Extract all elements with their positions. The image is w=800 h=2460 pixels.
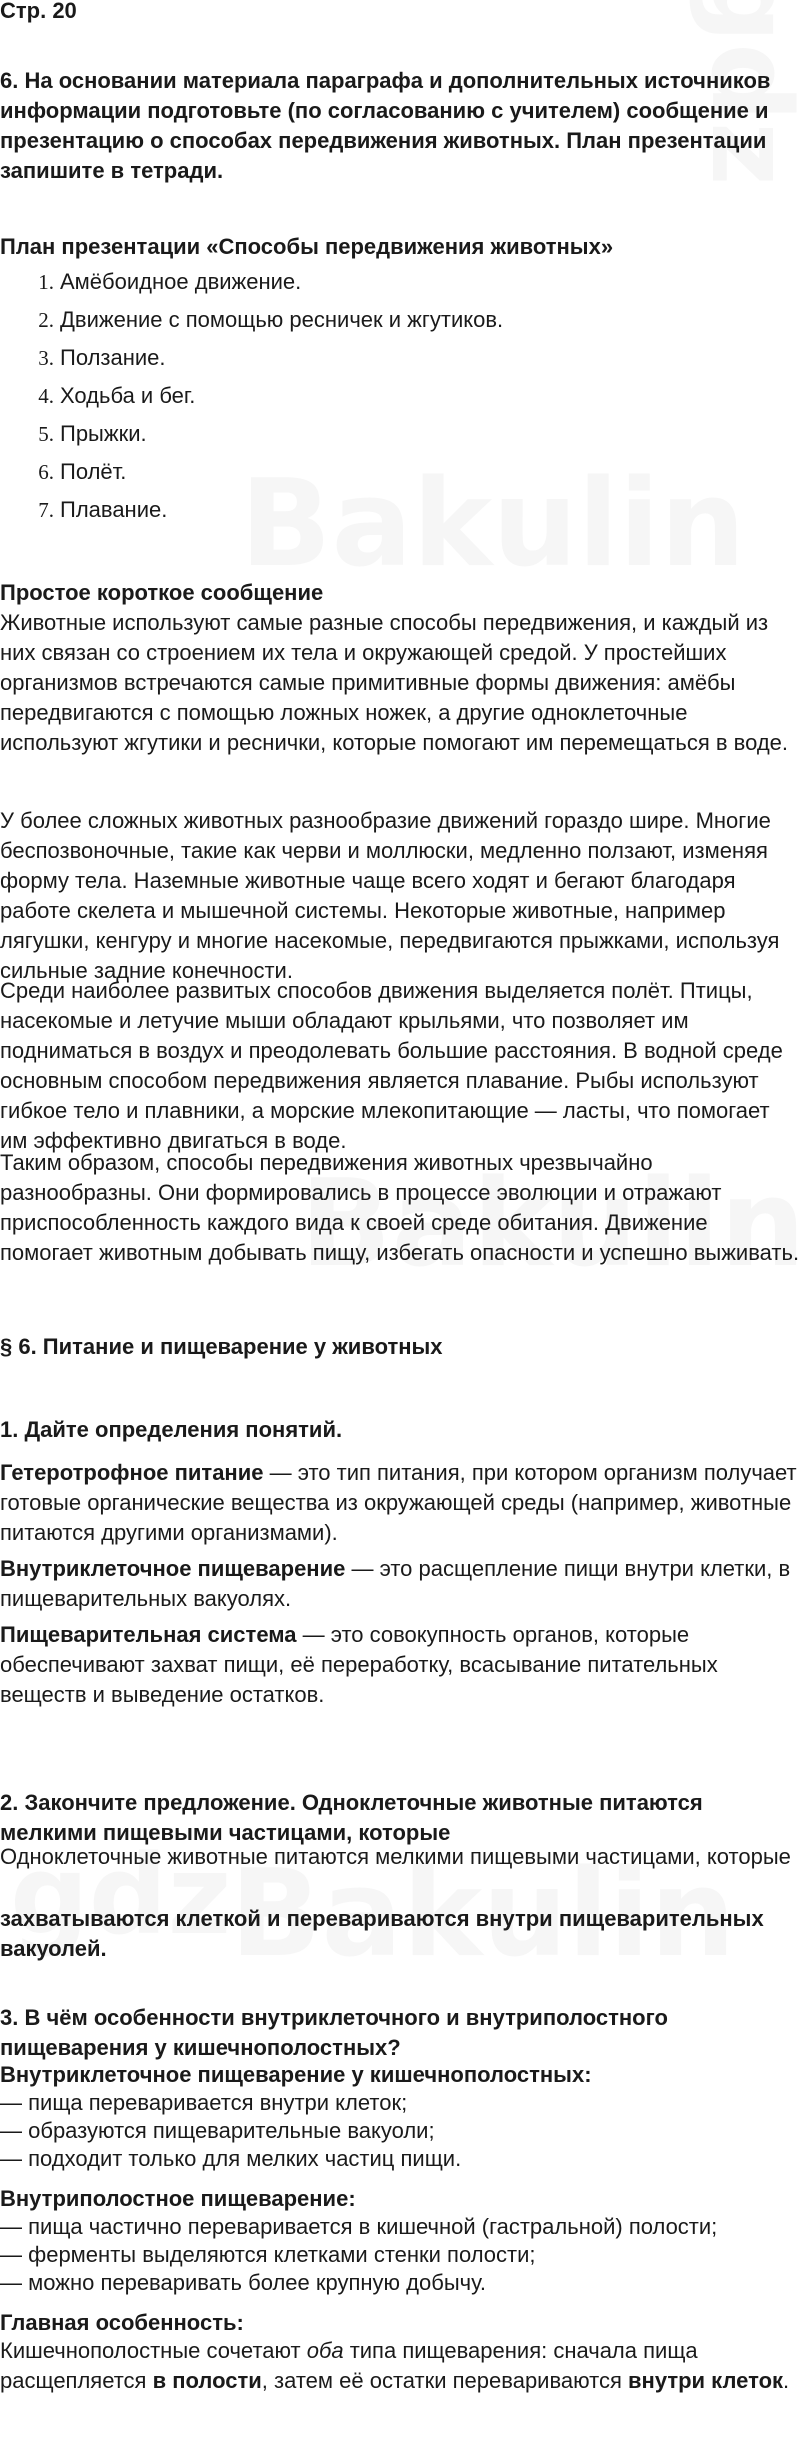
definition-intracellular: Внутриклеточное пищеварение — это расщепление пищи внутри клетки, в пищеварительных вакуолях. bbox=[0, 1556, 791, 1611]
definition-digestive-system: Пищеварительная система — это совокупность органов, которые обеспечивают захват пищи, её переработку, всасывание питательных веществ и выведение остатков. bbox=[0, 1622, 718, 1707]
list-item: — пища частично переваривается в кишечной (гастральной) полости; bbox=[0, 2214, 718, 2239]
message-paragraph-3: Среди наиболее развитых способов движения выделяется полёт. Птицы, насекомые и летучие мыши обладают крыльями, что позволяет им подниматься в воздух и преодолевать большие расстояния. В водной среде основным способом передвижения является плавание. Рыбы используют гибкое тело и плавники, а морские млекопитающие — ласты, что помогает им эффективно двигаться в воде. bbox=[0, 978, 783, 1153]
list-item: — можно переваривать более крупную добычу. bbox=[0, 2270, 487, 2295]
list-item: 2. Движение с помощью ресничек и жгутиков. bbox=[38, 307, 504, 332]
q1-title: 1. Дайте определения понятий. bbox=[0, 1417, 343, 1442]
definition-heterotrophic: Гетеротрофное питание — это тип питания, при котором организм получает готовые органические вещества из окружающей среды (например, животные питаются другими организмами). bbox=[0, 1460, 797, 1545]
list-item: — пища переваривается внутри клеток; bbox=[0, 2090, 408, 2115]
list-item: 1. Амёбоидное движение. bbox=[38, 269, 302, 294]
list-item: 6. Полёт. bbox=[38, 459, 127, 484]
main-feature-text: Кишечнополостные сочетают оба типа пищеварения: сначала пища расщепляется в полости, затем её остатки перевариваются внутри клеток. bbox=[0, 2338, 790, 2393]
plan-list bbox=[0, 267, 800, 533]
message-paragraph-2: У более сложных животных разнообразие движений гораздо шире. Многие беспозвоночные, такие как черви и моллюски, медленно ползают, изменяя форму тела. Наземные животные чаще всего ходят и бегают благодаря работе скелета и мышечной системы. Некоторые животные, например лягушки, кенгуру и многие насекомые, передвигаются прыжками, используя сильные задние конечности. bbox=[0, 808, 780, 983]
list-item: 5. Прыжки. bbox=[38, 421, 147, 446]
list-item: 3. Ползание. bbox=[38, 345, 166, 370]
section-title: § 6. Питание и пищеварение у животных bbox=[0, 1334, 443, 1359]
cavity-title: Внутриполостное пищеварение: bbox=[0, 2186, 356, 2211]
list-item: — ферменты выделяются клетками стенки полости; bbox=[0, 2242, 536, 2267]
list-item: 7. Плавание. bbox=[38, 497, 168, 522]
q3-title: 3. В чём особенности внутриклеточного и внутриполостного пищеварения у кишечнополостных? bbox=[0, 2005, 668, 2060]
message-paragraph-4: Таким образом, способы передвижения животных чрезвычайно разнообразны. Они формировались в процессе эволюции и отражают приспособленность каждого вида к своей среде обитания. Движение помогает животным добывать пищу, избегать опасности и успешно выживать. bbox=[0, 1150, 800, 1265]
q2-title: 2. Закончите предложение. Одноклеточные животные питаются мелкими пищевыми частицами, которые bbox=[0, 1790, 703, 1845]
intracellular-title: Внутриклеточное пищеварение у кишечнополостных: bbox=[0, 2062, 592, 2087]
plan-title: План презентации «Способы передвижения животных» bbox=[0, 234, 614, 259]
message-title: Простое короткое сообщение bbox=[0, 580, 324, 605]
task6-title: 6. На основании материала параграфа и дополнительных источников информации подготовьте (по согласованию с учителем) сообщение и презентацию о способах передвижения животных. План презентации запишите в тетради. bbox=[0, 68, 771, 183]
q2-answer: захватываются клеткой и перевариваются внутри пищеварительных вакуолей. bbox=[0, 1906, 764, 1961]
message-paragraph-1: Животные используют самые разные способы передвижения, и каждый из них связан со строением их тела и окружающей средой. У простейших организмов встречаются самые примитивные формы движения: амёбы передвигаются с помощью ложных ножек, а другие одноклеточные используют жгутики и реснички, которые помогают им перемещаться в воде. bbox=[0, 610, 789, 755]
list-item: — образуются пищеварительные вакуоли; bbox=[0, 2118, 435, 2143]
main-feature-title: Главная особенность: bbox=[0, 2310, 244, 2335]
page-label: Стр. 20 bbox=[0, 0, 77, 23]
q2-lead: Одноклеточные животные питаются мелкими пищевыми частицами, которые bbox=[0, 1844, 791, 1869]
list-item: 4. Ходьба и бег. bbox=[38, 383, 196, 408]
list-item: — подходит только для мелких частиц пищи. bbox=[0, 2146, 462, 2171]
